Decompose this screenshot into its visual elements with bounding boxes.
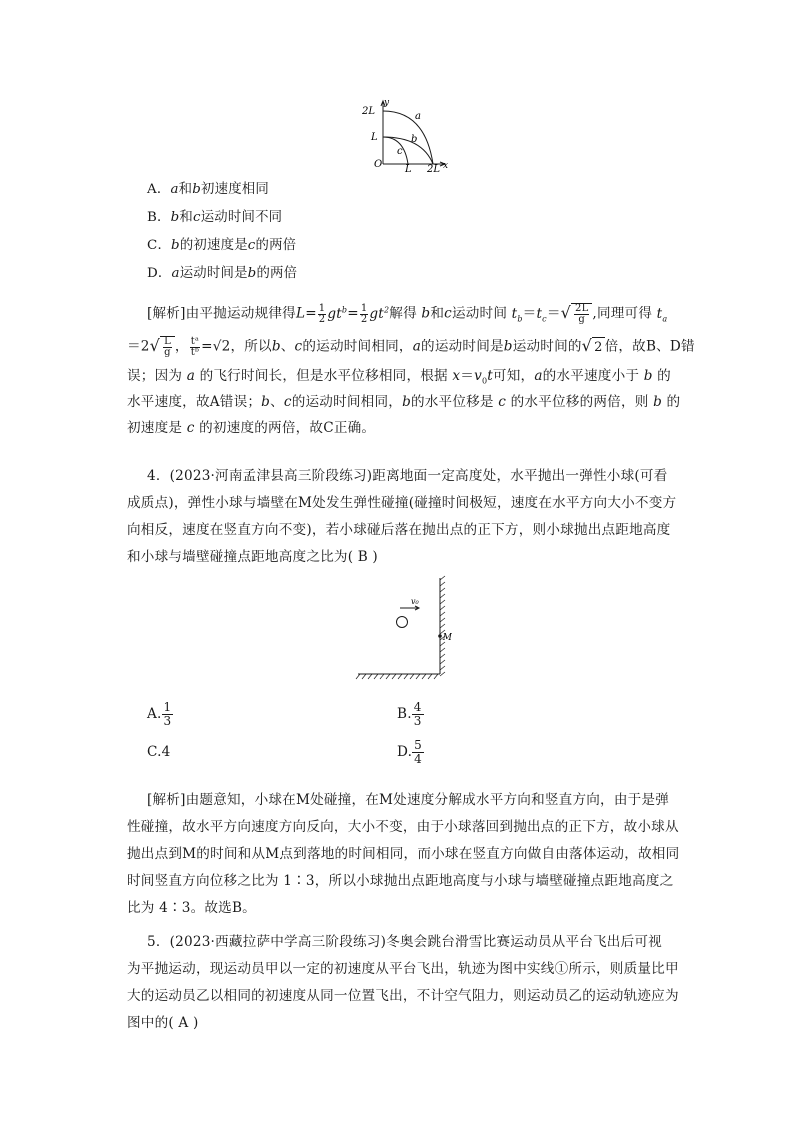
q4-solution-line4: 时间竖直方向位移之比为 1∶3，所以小球抛出点距地高度与小球与墙壁碰撞点距地高度之 bbox=[127, 873, 674, 889]
label-M: M bbox=[442, 633, 452, 643]
curve-c bbox=[383, 137, 408, 164]
label-y: y bbox=[384, 98, 390, 108]
label-2L-x: 2L bbox=[427, 164, 441, 172]
q4-solution-line3: 抛出点到M的时间和从M点到落地的时间相同，而小球在竖直方向做自由落体运动，故相同 bbox=[127, 846, 680, 862]
q5-stem-line2: 为平抛运动，现运动员甲以一定的初速度从平台飞出，轨迹为图中实线①所示，则质量比甲 bbox=[127, 961, 679, 977]
wall-ball-figure bbox=[352, 574, 452, 682]
q4-option-b: B. $\frac{4}{3}$ bbox=[397, 700, 422, 728]
wall-hatching bbox=[440, 576, 445, 676]
q4-stem-line3: 向相反，速度在竖直方向不变)，若小球碰后落在抛出点的正下方，则小球抛出点距地高度 bbox=[127, 522, 671, 538]
ground-hatching bbox=[356, 674, 438, 679]
q4-option-a: A. $\frac{1}{3}$ bbox=[147, 700, 172, 728]
q4-solution-line1: [解析]由题意知，小球在M处碰撞，在M处速度分解成水平方向和竖直方向，由于是弹 bbox=[147, 792, 670, 808]
label-c: c bbox=[397, 146, 403, 157]
q4-solution-line5: 比为 4∶3。故选B。 bbox=[127, 900, 256, 916]
label-x: x bbox=[443, 161, 449, 171]
label-a: a bbox=[415, 111, 421, 122]
curve-b bbox=[383, 137, 433, 164]
q3-solution-line4: 水平速度，故A错误；b、c的运动时间相同，b的水平位移是 c 的水平位移的两倍，则 b 的 bbox=[127, 394, 681, 410]
q3-option-d: D．a运动时间是b的两倍 bbox=[147, 266, 298, 281]
q5-stem-line4: 图中的( A ) bbox=[127, 1015, 199, 1031]
label-O: O bbox=[374, 159, 383, 170]
label-v0: v₀ bbox=[411, 597, 419, 606]
q4-solution-line2: 性碰撞，故水平方向速度方向反向，大小不变，由于小球落回到抛出点的正下方，故小球从 bbox=[127, 819, 679, 835]
q3-solution-line3: 误；因为 a 的飞行时间长，但是水平位移相同，根据 $x=v_0t$可知，a的水平速度小于 b 的 bbox=[127, 368, 671, 386]
label-L-y: L bbox=[371, 132, 378, 143]
label-L-x: L bbox=[405, 164, 412, 172]
q4-stem-line4: 和小球与墙壁碰撞点距地高度之比为( B ) bbox=[127, 549, 378, 565]
q5-stem-line3: 大的运动员乙以相同的初速度从同一位置飞出，不计空气阻力，则运动员乙的运动轨迹应为 bbox=[127, 988, 679, 1004]
impact-point-M bbox=[438, 634, 442, 638]
q3-option-a: A．a和b初速度相同 bbox=[147, 182, 269, 197]
q4-stem-line1: 4．(2023·河南孟津县高三阶段练习)距离地面一定高度处，水平抛出一弹性小球(可看 bbox=[147, 468, 668, 484]
q4-stem-line2: 成质点)，弹性小球与墙壁在M处发生弹性碰撞(碰撞时间极短，速度在水平方向大小不变方 bbox=[127, 495, 677, 511]
q3-option-c: C．b的初速度是c的两倍 bbox=[147, 238, 297, 253]
label-2L-y: 2L bbox=[362, 106, 376, 117]
trajectory-figure bbox=[360, 96, 460, 172]
q4-option-c: C.4 bbox=[147, 744, 171, 760]
ball bbox=[397, 617, 408, 628]
label-b: b bbox=[411, 134, 418, 145]
q3-option-b: B．b和c运动时间不同 bbox=[147, 210, 283, 225]
q3-solution-line1: [解析]由平抛运动规律得L= $\frac{1}{2}$ $gt^b=$ $\frac{1}{2}$ $gt^2$解得 b和c运动时间 $t_b=t_c=√$ $\frac{2L}{g}$ ,同理可得 $t_a$ bbox=[147, 302, 668, 326]
q5-stem-line1: 5．(2023·西藏拉萨中学高三阶段练习)冬奥会跳台滑雪比赛运动员从平台飞出后可视 bbox=[147, 934, 662, 950]
q4-option-d: D. $\frac{5}{4}$ bbox=[397, 738, 422, 766]
q3-solution-line2: ＝2√ $\frac{L}{g}$ ， $\frac{\text{tᵃ}}{\text{tᵇ}}$ =√2，所以b、c的运动时间相同，a的运动时间是b运动时间的√ 2 倍，故B、D错 bbox=[127, 335, 695, 358]
q3-solution-line5: 初速度是 c 的初速度的两倍，故C正确。 bbox=[127, 420, 376, 436]
